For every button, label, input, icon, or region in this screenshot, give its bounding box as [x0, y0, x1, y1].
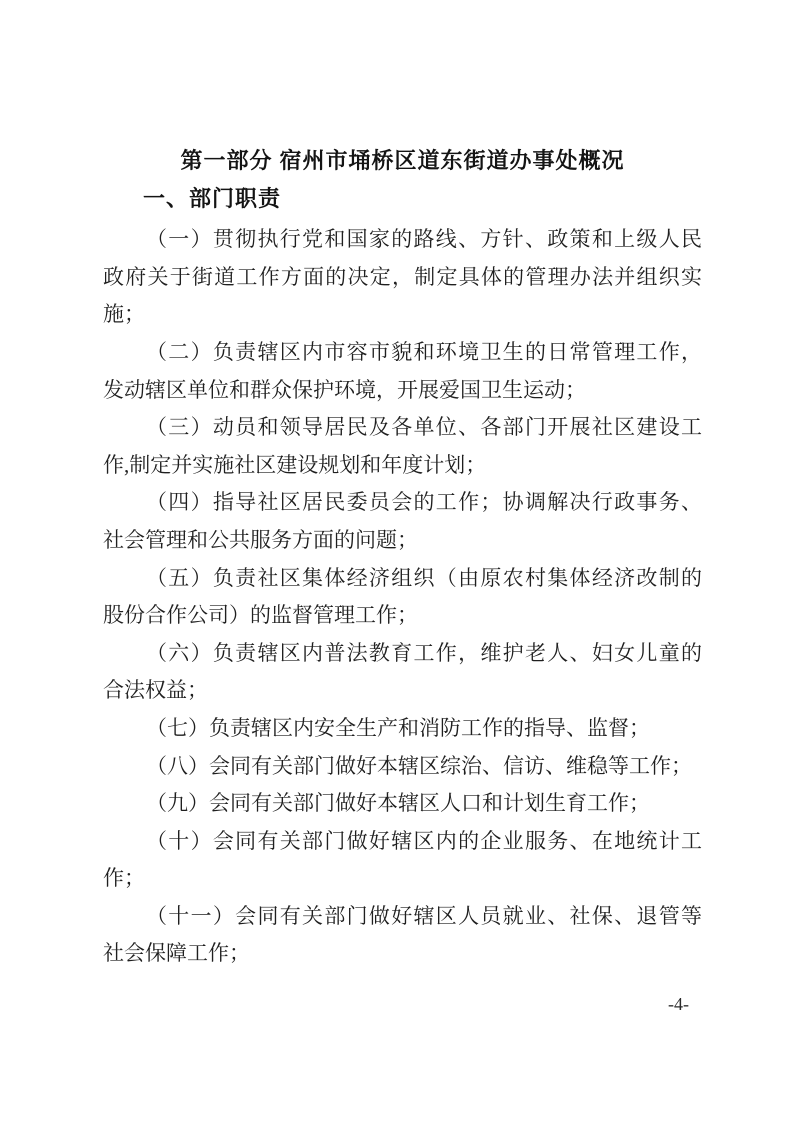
page-number: -4-	[668, 994, 689, 1015]
paragraph-line: （十一）会同有关部门做好辖区人员就业、社保、退管等	[146, 903, 702, 928]
paragraph-line: （四）指导社区居民委员会的工作；协调解决行政事务、	[146, 490, 702, 515]
body-text	[103, 221, 702, 973]
paragraph-line: （五）负责社区集体经济组织（由原农村集体经济改制的	[146, 565, 702, 590]
paragraph-line: （十）会同有关部门做好辖区内的企业服务、在地统计工	[146, 828, 702, 853]
paragraph-line: 施；	[103, 302, 145, 327]
paragraph-line: 合法权益；	[103, 678, 208, 703]
paragraph-line: 政府关于街道工作方面的决定，制定具体的管理办法并组织实	[103, 264, 702, 289]
document-content	[103, 142, 702, 1018]
paragraph-line: 作；	[103, 866, 145, 891]
paragraph-line: （九）会同有关部门做好本辖区人口和计划生育工作；	[146, 791, 650, 816]
document-title: 第一部分 宿州市埇桥区道东街道办事处概况	[180, 148, 625, 173]
paragraph-line: 作,制定并实施社区建设规划和年度计划；	[103, 452, 487, 477]
paragraph-line: 社会管理和公共服务方面的问题；	[103, 527, 418, 552]
paragraph-line: （六）负责辖区内普法教育工作，维护老人、妇女儿童的	[146, 640, 702, 665]
section-heading: 一、部门职责	[143, 185, 282, 211]
paragraph-line: 社会保障工作；	[103, 941, 250, 966]
paragraph-line: （二）负责辖区内市容市貌和环境卫生的日常管理工作，	[146, 339, 702, 364]
paragraph-line: 发动辖区单位和群众保护环境，开展爱国卫生运动；	[103, 377, 586, 402]
paragraph-line: （一）贯彻执行党和国家的路线、方针、政策和上级人民	[146, 227, 702, 252]
paragraph-line: （七）负责辖区内安全生产和消防工作的指导、监督；	[146, 715, 650, 740]
paragraph-line: （三）动员和领导居民及各单位、各部门开展社区建设工	[146, 415, 702, 440]
paragraph-line: （八）会同有关部门做好本辖区综治、信访、维稳等工作；	[146, 753, 692, 778]
paragraph-line: 股份合作公司）的监督管理工作；	[103, 603, 418, 628]
